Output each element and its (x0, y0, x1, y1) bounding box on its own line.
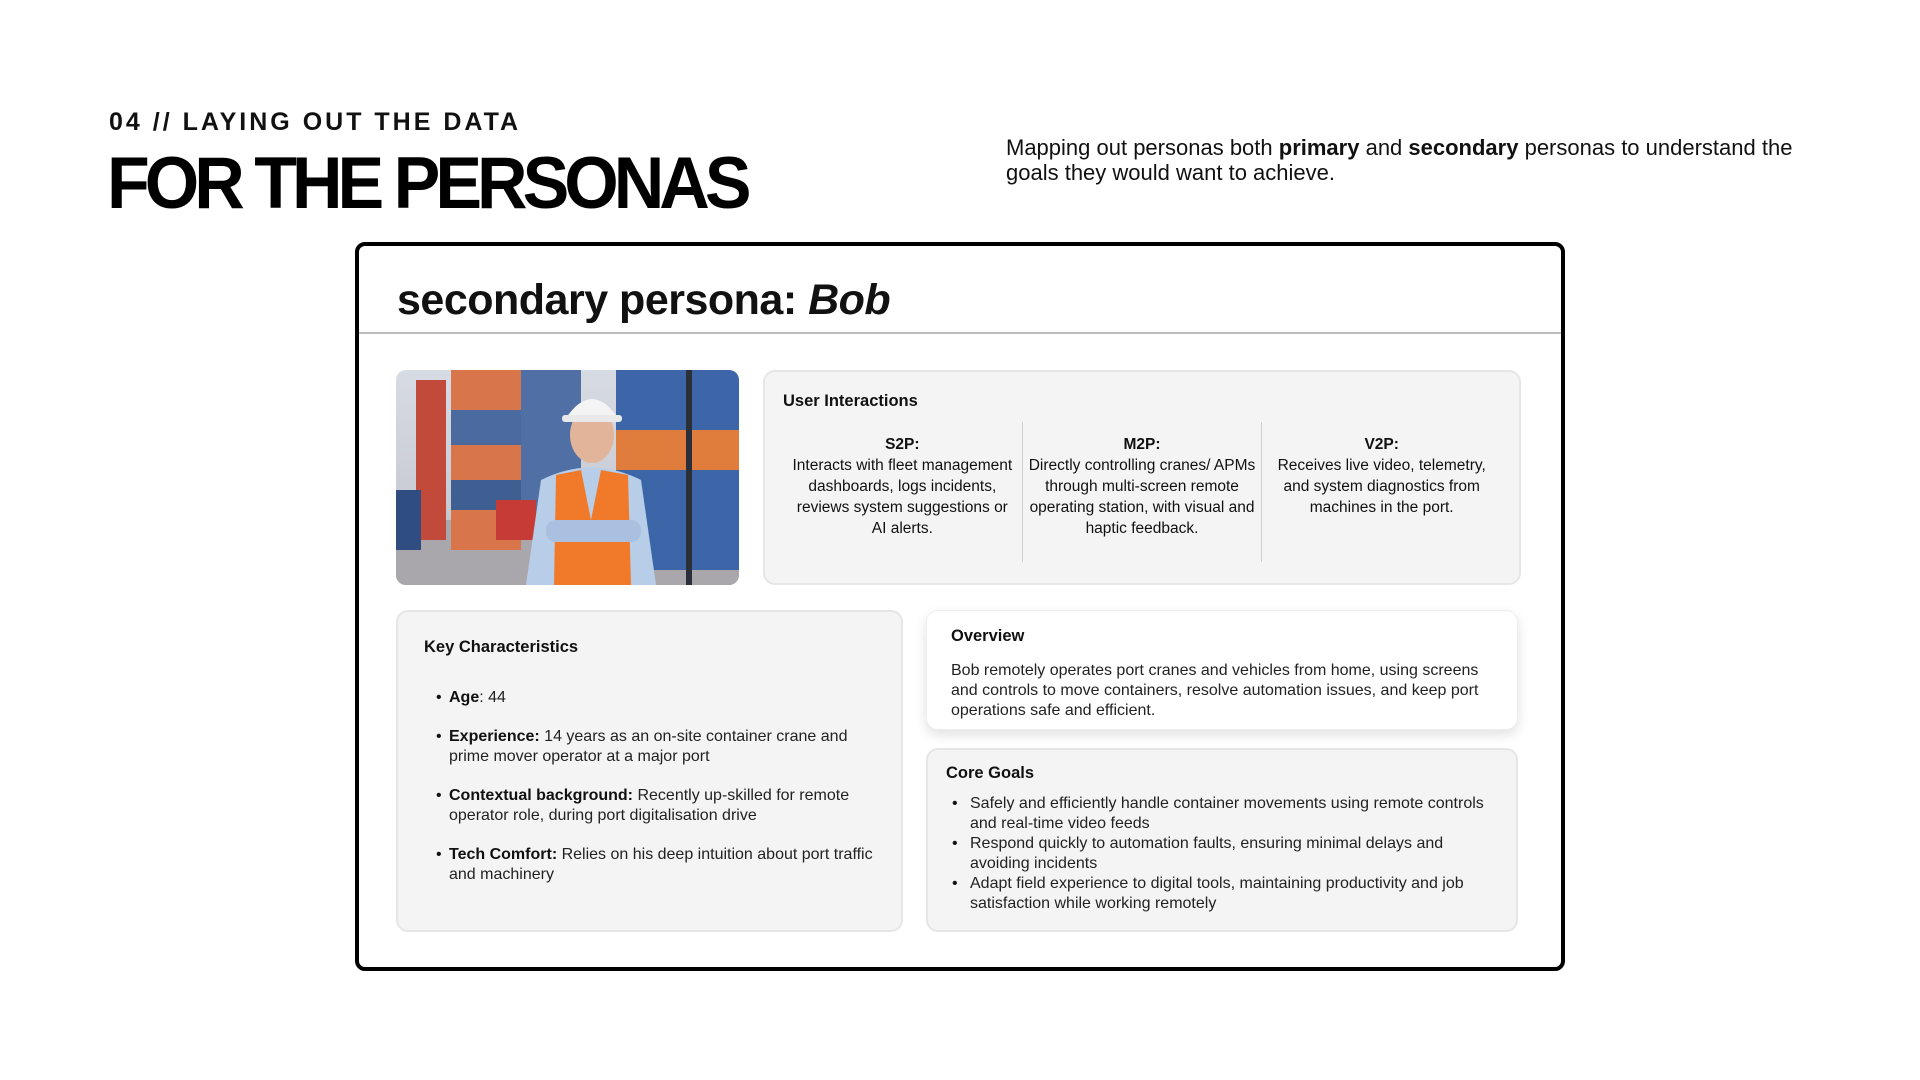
persona-card-header (359, 246, 1561, 334)
persona-photo (396, 370, 739, 585)
persona-title-prefix: secondary persona: (397, 276, 809, 324)
characteristic-text: Relies on his deep intuition about port traffic and machinery (449, 846, 873, 883)
characteristic-text: Recently up-skilled for remote operator role, during port digitalisation drive (449, 787, 850, 824)
interaction-text: Directly controlling cranes/ APMs through multi-screen remote operating station, with visual and haptic feedback. (1028, 457, 1256, 537)
intro-part: and (1359, 135, 1409, 160)
port-worker-photo-icon (396, 370, 739, 585)
interaction-text: Interacts with fleet management dashboards, logs incidents, reviews system suggestions or AI alerts. (792, 457, 1013, 537)
page-title: FOR THE PERSONAS (107, 142, 747, 224)
goal-item: • Adapt field experience to digital tools, maintaining productivity and job satisfaction while working remotely (952, 874, 1502, 914)
interaction-label: M2P: (1123, 436, 1161, 453)
characteristic-text: 14 years as an on-site container crane and prime mover operator at a major port (449, 728, 848, 765)
characteristic-label: Tech Comfort: (449, 846, 558, 863)
intro-part: personas to understand the goals they would want to achieve. (1006, 135, 1793, 185)
overview-text: Bob remotely operates port cranes and vehicles from home, using screens and controls to move containers, resolve automation issues, and keep port operations safe and efficient. (951, 662, 1479, 719)
characteristic-item (436, 688, 876, 708)
interaction-text: Receives live video, telemetry, and system diagnostics from machines in the port. (1277, 457, 1486, 516)
intro-bold-primary: primary (1278, 135, 1360, 160)
overview-panel (926, 610, 1518, 730)
persona-title (397, 276, 890, 325)
goal-item: • Safely and efficiently handle container movements using remote controls and real-time video feeds (952, 794, 1502, 834)
intro-part: Mapping out personas both (1006, 135, 1279, 160)
interaction-s2p (783, 422, 1022, 562)
characteristic-item (436, 845, 876, 885)
user-interactions-panel (763, 370, 1521, 585)
overview-heading: Overview (951, 627, 1025, 645)
characteristic-item (436, 786, 876, 826)
goal-item: • Respond quickly to automation faults, ensuring minimal delays and avoiding incidents (952, 834, 1502, 874)
key-characteristics-heading: Key Characteristics (424, 638, 579, 656)
characteristic-text: : 44 (479, 689, 506, 706)
key-characteristics-panel (396, 610, 903, 932)
interaction-label: S2P: (885, 436, 920, 453)
core-goals-heading: Core Goals (946, 764, 1035, 782)
persona-card (355, 242, 1565, 971)
interaction-label: V2P: (1364, 436, 1399, 453)
interaction-m2p (1022, 422, 1262, 562)
user-interactions-heading: User Interactions (783, 392, 918, 410)
characteristic-label: Contextual background: (449, 787, 634, 804)
characteristic-label: Age (449, 689, 480, 706)
interaction-v2p (1261, 422, 1501, 562)
intro-bold-secondary: secondary (1408, 135, 1519, 160)
section-kicker: 04 // LAYING OUT THE DATA (109, 108, 522, 136)
characteristic-label: Experience: (449, 728, 540, 745)
characteristic-item (436, 727, 876, 767)
core-goals-panel (926, 748, 1518, 932)
intro-text (1006, 135, 1826, 185)
persona-name: Bob (808, 276, 891, 324)
